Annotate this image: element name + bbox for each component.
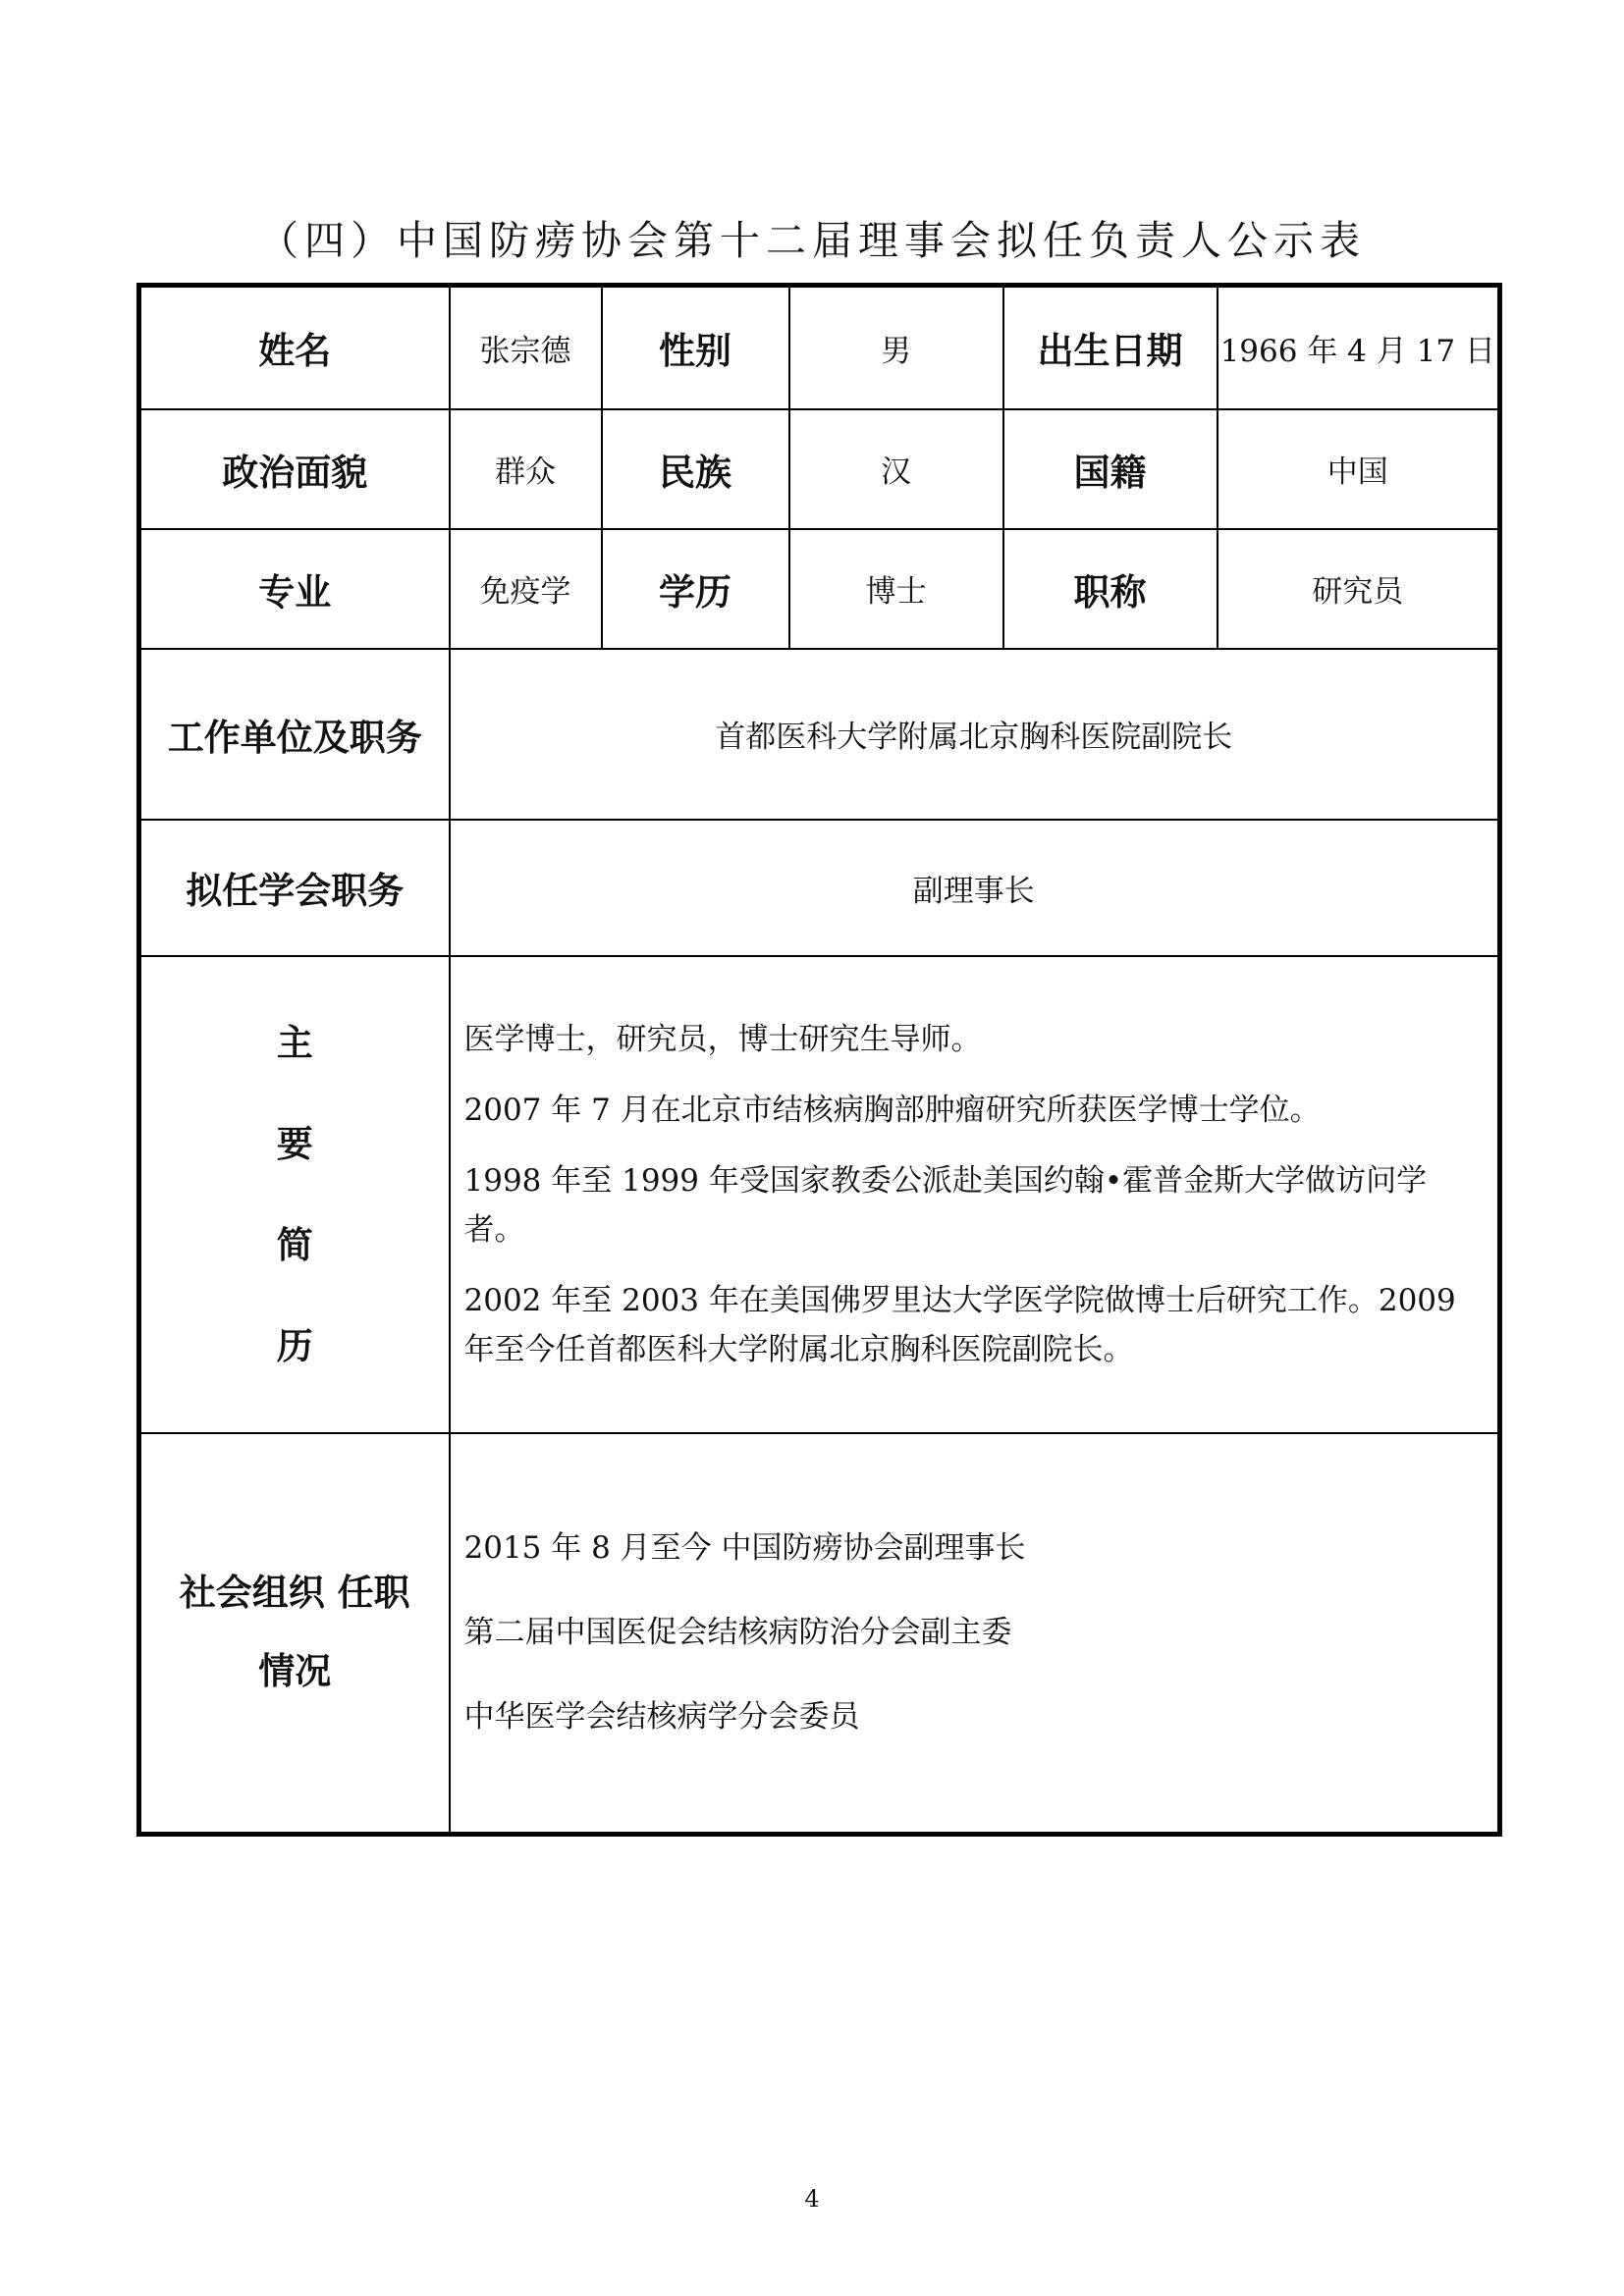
birth-date-value: 1966 年 4 月 17 日 bbox=[1218, 286, 1500, 409]
table-row-position bbox=[139, 820, 1500, 956]
social-positions-content bbox=[450, 1433, 1500, 1835]
document-title: （四）中国防痨协会第十二届理事会拟任负责人公示表 bbox=[258, 217, 1366, 264]
candidate-info-table bbox=[136, 283, 1502, 1837]
ethnicity-value: 汉 bbox=[789, 409, 1003, 529]
resume-content bbox=[450, 956, 1500, 1433]
resume-paragraph: 医学博士，研究员，博士研究生导师。 bbox=[463, 1021, 982, 1057]
professional-title-label: 职称 bbox=[1003, 529, 1218, 649]
social-position-item: 第二届中国医促会结核病防治分会副主委 bbox=[463, 1615, 1012, 1651]
table-row-workplace bbox=[139, 649, 1500, 820]
table-row-social-positions bbox=[139, 1433, 1500, 1835]
social-positions-label bbox=[139, 1433, 450, 1835]
resume-label-char: 要 bbox=[276, 1122, 313, 1165]
proposed-position-label: 拟任学会职务 bbox=[139, 820, 450, 956]
resume-label-char: 历 bbox=[276, 1324, 313, 1367]
gender-label: 性别 bbox=[602, 286, 789, 409]
table-row-basic-2 bbox=[139, 409, 1500, 529]
birth-date-label: 出生日期 bbox=[1003, 286, 1218, 409]
page-number: 4 bbox=[804, 2185, 820, 2213]
resume-label bbox=[139, 956, 450, 1433]
table-row-basic-3 bbox=[139, 529, 1500, 649]
major-value: 免疫学 bbox=[450, 529, 602, 649]
social-position-item: 2015 年 8 月至今 中国防痨协会副理事长 bbox=[463, 1530, 1026, 1567]
table-row-resume bbox=[139, 956, 1500, 1433]
nationality-value: 中国 bbox=[1218, 409, 1500, 529]
resume-paragraph: 1998 年至 1999 年受国家教委公派赴美国约翰•霍普金斯大学做访问学者。 bbox=[463, 1162, 1428, 1248]
ethnicity-label: 民族 bbox=[602, 409, 789, 529]
resume-label-char: 主 bbox=[276, 1021, 313, 1064]
proposed-position-value: 副理事长 bbox=[450, 820, 1500, 956]
social-positions-label-line: 情况 bbox=[258, 1650, 332, 1693]
workplace-value: 首都医科大学附属北京胸科医院副院长 bbox=[450, 649, 1500, 820]
resume-paragraph: 2002 年至 2003 年在美国佛罗里达大学医学院做博士后研究工作。2009 年至今任首都医科大学附属北京胸科医院副院长。 bbox=[463, 1282, 1456, 1367]
professional-title-value: 研究员 bbox=[1218, 529, 1500, 649]
political-status-label: 政治面貌 bbox=[139, 409, 450, 529]
major-label: 专业 bbox=[139, 529, 450, 649]
education-value: 博士 bbox=[789, 529, 1003, 649]
nationality-label: 国籍 bbox=[1003, 409, 1218, 529]
gender-value: 男 bbox=[789, 286, 1003, 409]
name-label: 姓名 bbox=[139, 286, 450, 409]
workplace-label: 工作单位及职务 bbox=[139, 649, 450, 820]
education-label: 学历 bbox=[602, 529, 789, 649]
social-position-item: 中华医学会结核病学分会委员 bbox=[463, 1699, 860, 1735]
resume-paragraph: 2007 年 7 月在北京市结核病胸部肿瘤研究所获医学博士学位。 bbox=[463, 1092, 1321, 1128]
political-status-value: 群众 bbox=[450, 409, 602, 529]
table-row-basic-1 bbox=[139, 286, 1500, 409]
resume-label-char: 简 bbox=[276, 1223, 313, 1266]
name-value: 张宗德 bbox=[450, 286, 602, 409]
social-positions-label-line: 社会组织 任职 bbox=[179, 1572, 410, 1615]
